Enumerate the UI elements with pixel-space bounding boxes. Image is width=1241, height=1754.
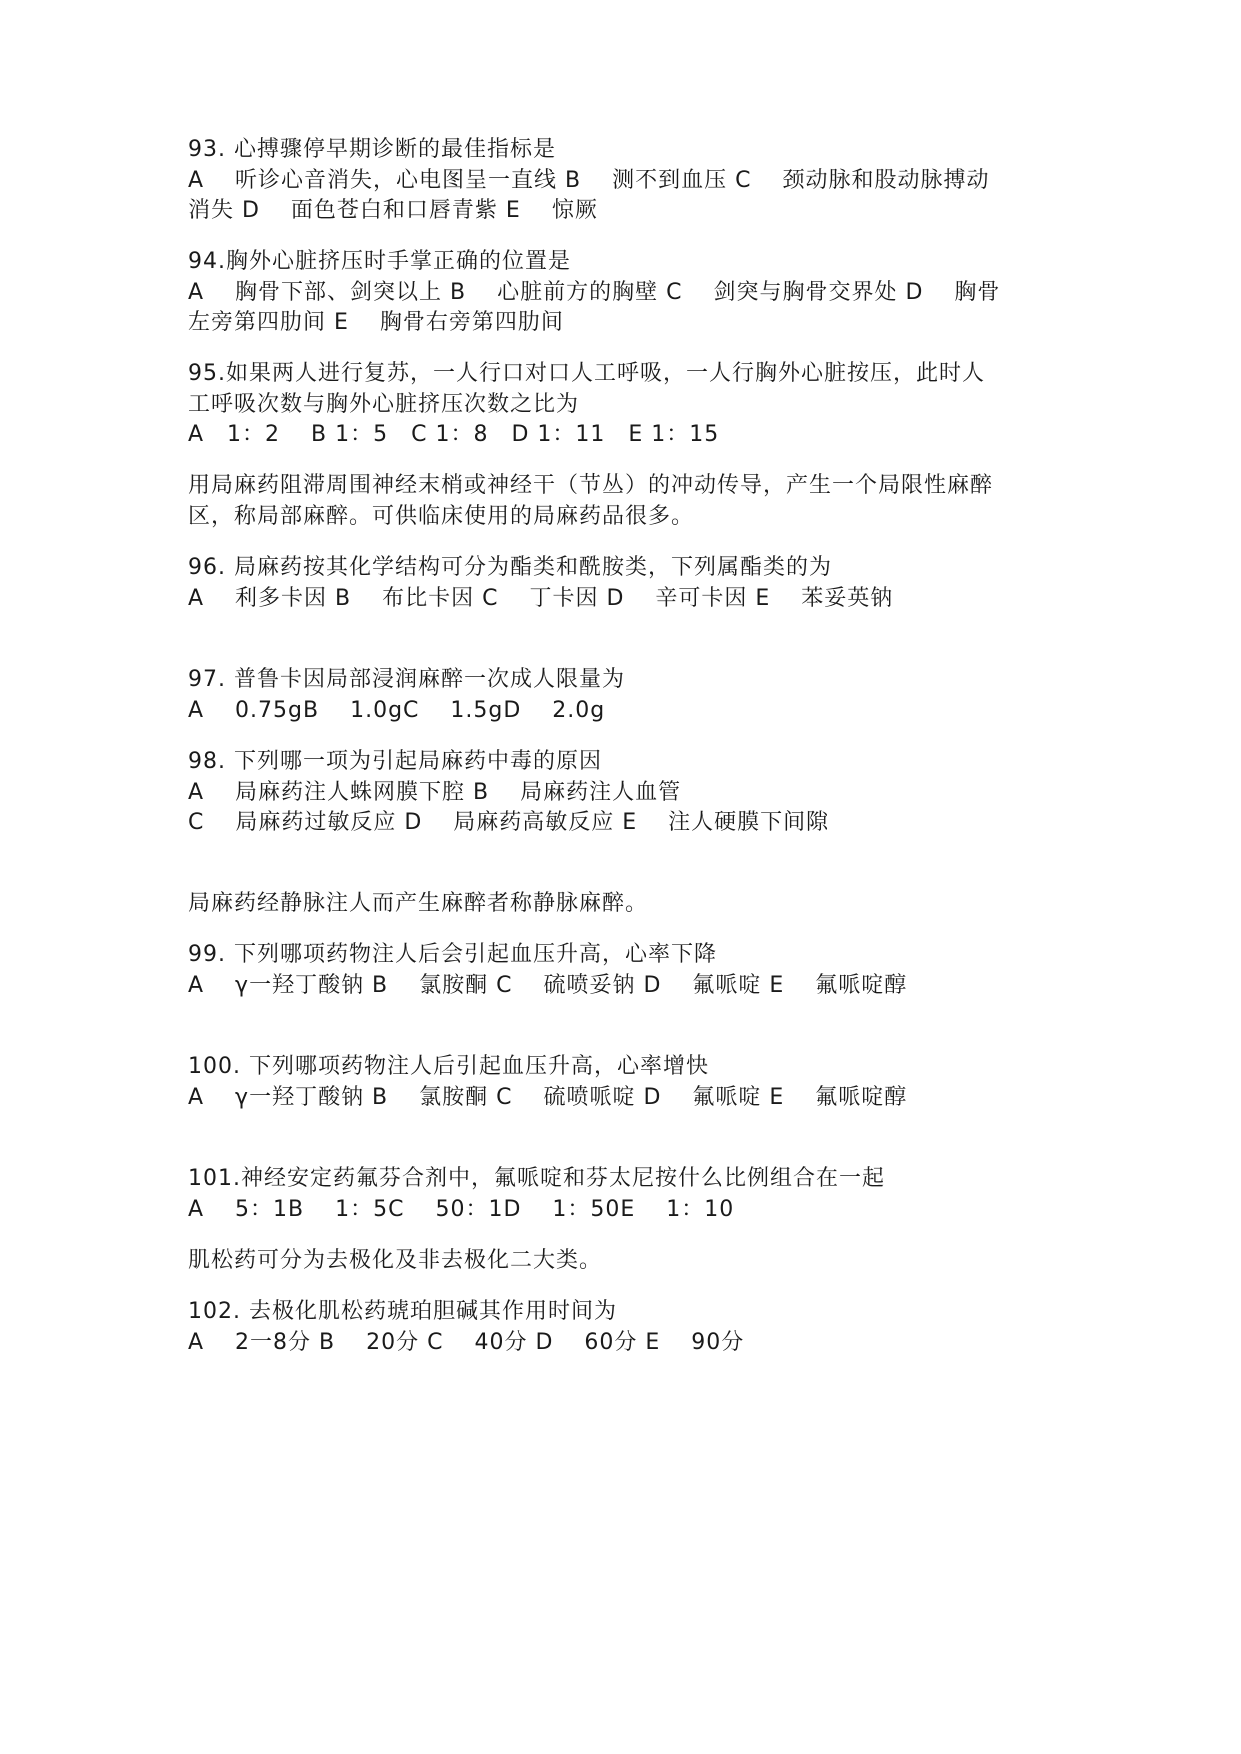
section-intro-iv-anesthesia: 局麻药经静脉注人而产生麻醉者称静脉麻醉。 <box>188 891 649 916</box>
question-102-stem: 102. 去极化肌松药琥珀胆碱其作用时间为 <box>188 1299 617 1324</box>
question-100-options: A γ一羟丁酸钠 B 氯胺酮 C 硫喷哌啶 D 氟哌啶 E 氟哌啶醇 <box>188 1085 908 1110</box>
question-101-stem: 101.神经安定药氟芬合剂中，氟哌啶和芬太尼按什么比例组合在一起 <box>188 1166 885 1191</box>
question-97-options: A 0.75gB 1.0gC 1.5gD 2.0g <box>188 698 606 723</box>
section-intro-local-anesthesia-cont: 区，称局部麻醉。可供临床使用的局麻药品很多。 <box>188 504 695 529</box>
section-intro-muscle-relaxants: 肌松药可分为去极化及非去极化二大类。 <box>188 1248 603 1273</box>
question-96-stem: 96. 局麻药按其化学结构可分为酯类和酰胺类，下列属酯类的为 <box>188 555 832 580</box>
question-98-options: A 局麻药注人蛛网膜下腔 B 局麻药注人血管 <box>188 780 682 805</box>
question-95-stem-cont: 工呼吸次数与胸外心脏挤压次数之比为 <box>188 392 580 417</box>
question-102-options: A 2一8分 B 20分 C 40分 D 60分 E 90分 <box>188 1330 745 1355</box>
question-99-stem: 99. 下列哪项药物注人后会引起血压升高，心率下降 <box>188 942 717 967</box>
question-97-stem: 97. 普鲁卡因局部浸润麻醉一次成人限量为 <box>188 667 625 692</box>
question-95-options: A 1：2 B 1：5 C 1：8 D 1：11 E 1：15 <box>188 422 720 447</box>
question-94-stem: 94.胸外心脏挤压时手掌正确的位置是 <box>188 249 571 274</box>
question-93-options-cont: 消失 D 面色苍白和口唇青紫 E 惊厥 <box>188 198 598 223</box>
question-94-options: A 胸骨下部、剑突以上 B 心脏前方的胸壁 C 剑突与胸骨交界处 D 胸骨 <box>188 280 1001 305</box>
question-99-options: A γ一羟丁酸钠 B 氯胺酮 C 硫喷妥钠 D 氟哌啶 E 氟哌啶醇 <box>188 973 908 998</box>
question-100-stem: 100. 下列哪项药物注人后引起血压升高，心率增快 <box>188 1054 709 1079</box>
section-intro-local-anesthesia: 用局麻药阻滞周围神经末梢或神经干（节丛）的冲动传导，产生一个局限性麻醉 <box>188 473 994 498</box>
question-101-options: A 5：1B 1：5C 50：1D 1：50E 1：10 <box>188 1197 735 1222</box>
question-93-stem: 93. 心搏骤停早期诊断的最佳指标是 <box>188 137 556 162</box>
question-95-stem: 95.如果两人进行复苏，一人行口对口人工呼吸，一人行胸外心脏按压，此时人 <box>188 361 985 386</box>
question-96-options: A 利多卡因 B 布比卡因 C 丁卡因 D 辛可卡因 E 苯妥英钠 <box>188 586 894 611</box>
question-98-options-cont: C 局麻药过敏反应 D 局麻药高敏反应 E 注人硬膜下间隙 <box>188 810 830 835</box>
question-94-options-cont: 左旁第四肋间 E 胸骨右旁第四肋间 <box>188 310 564 335</box>
question-98-stem: 98. 下列哪一项为引起局麻药中毒的原因 <box>188 749 602 774</box>
question-93-options: A 听诊心音消失，心电图呈一直线 B 测不到血压 C 颈动脉和股动脉搏动 <box>188 168 990 193</box>
